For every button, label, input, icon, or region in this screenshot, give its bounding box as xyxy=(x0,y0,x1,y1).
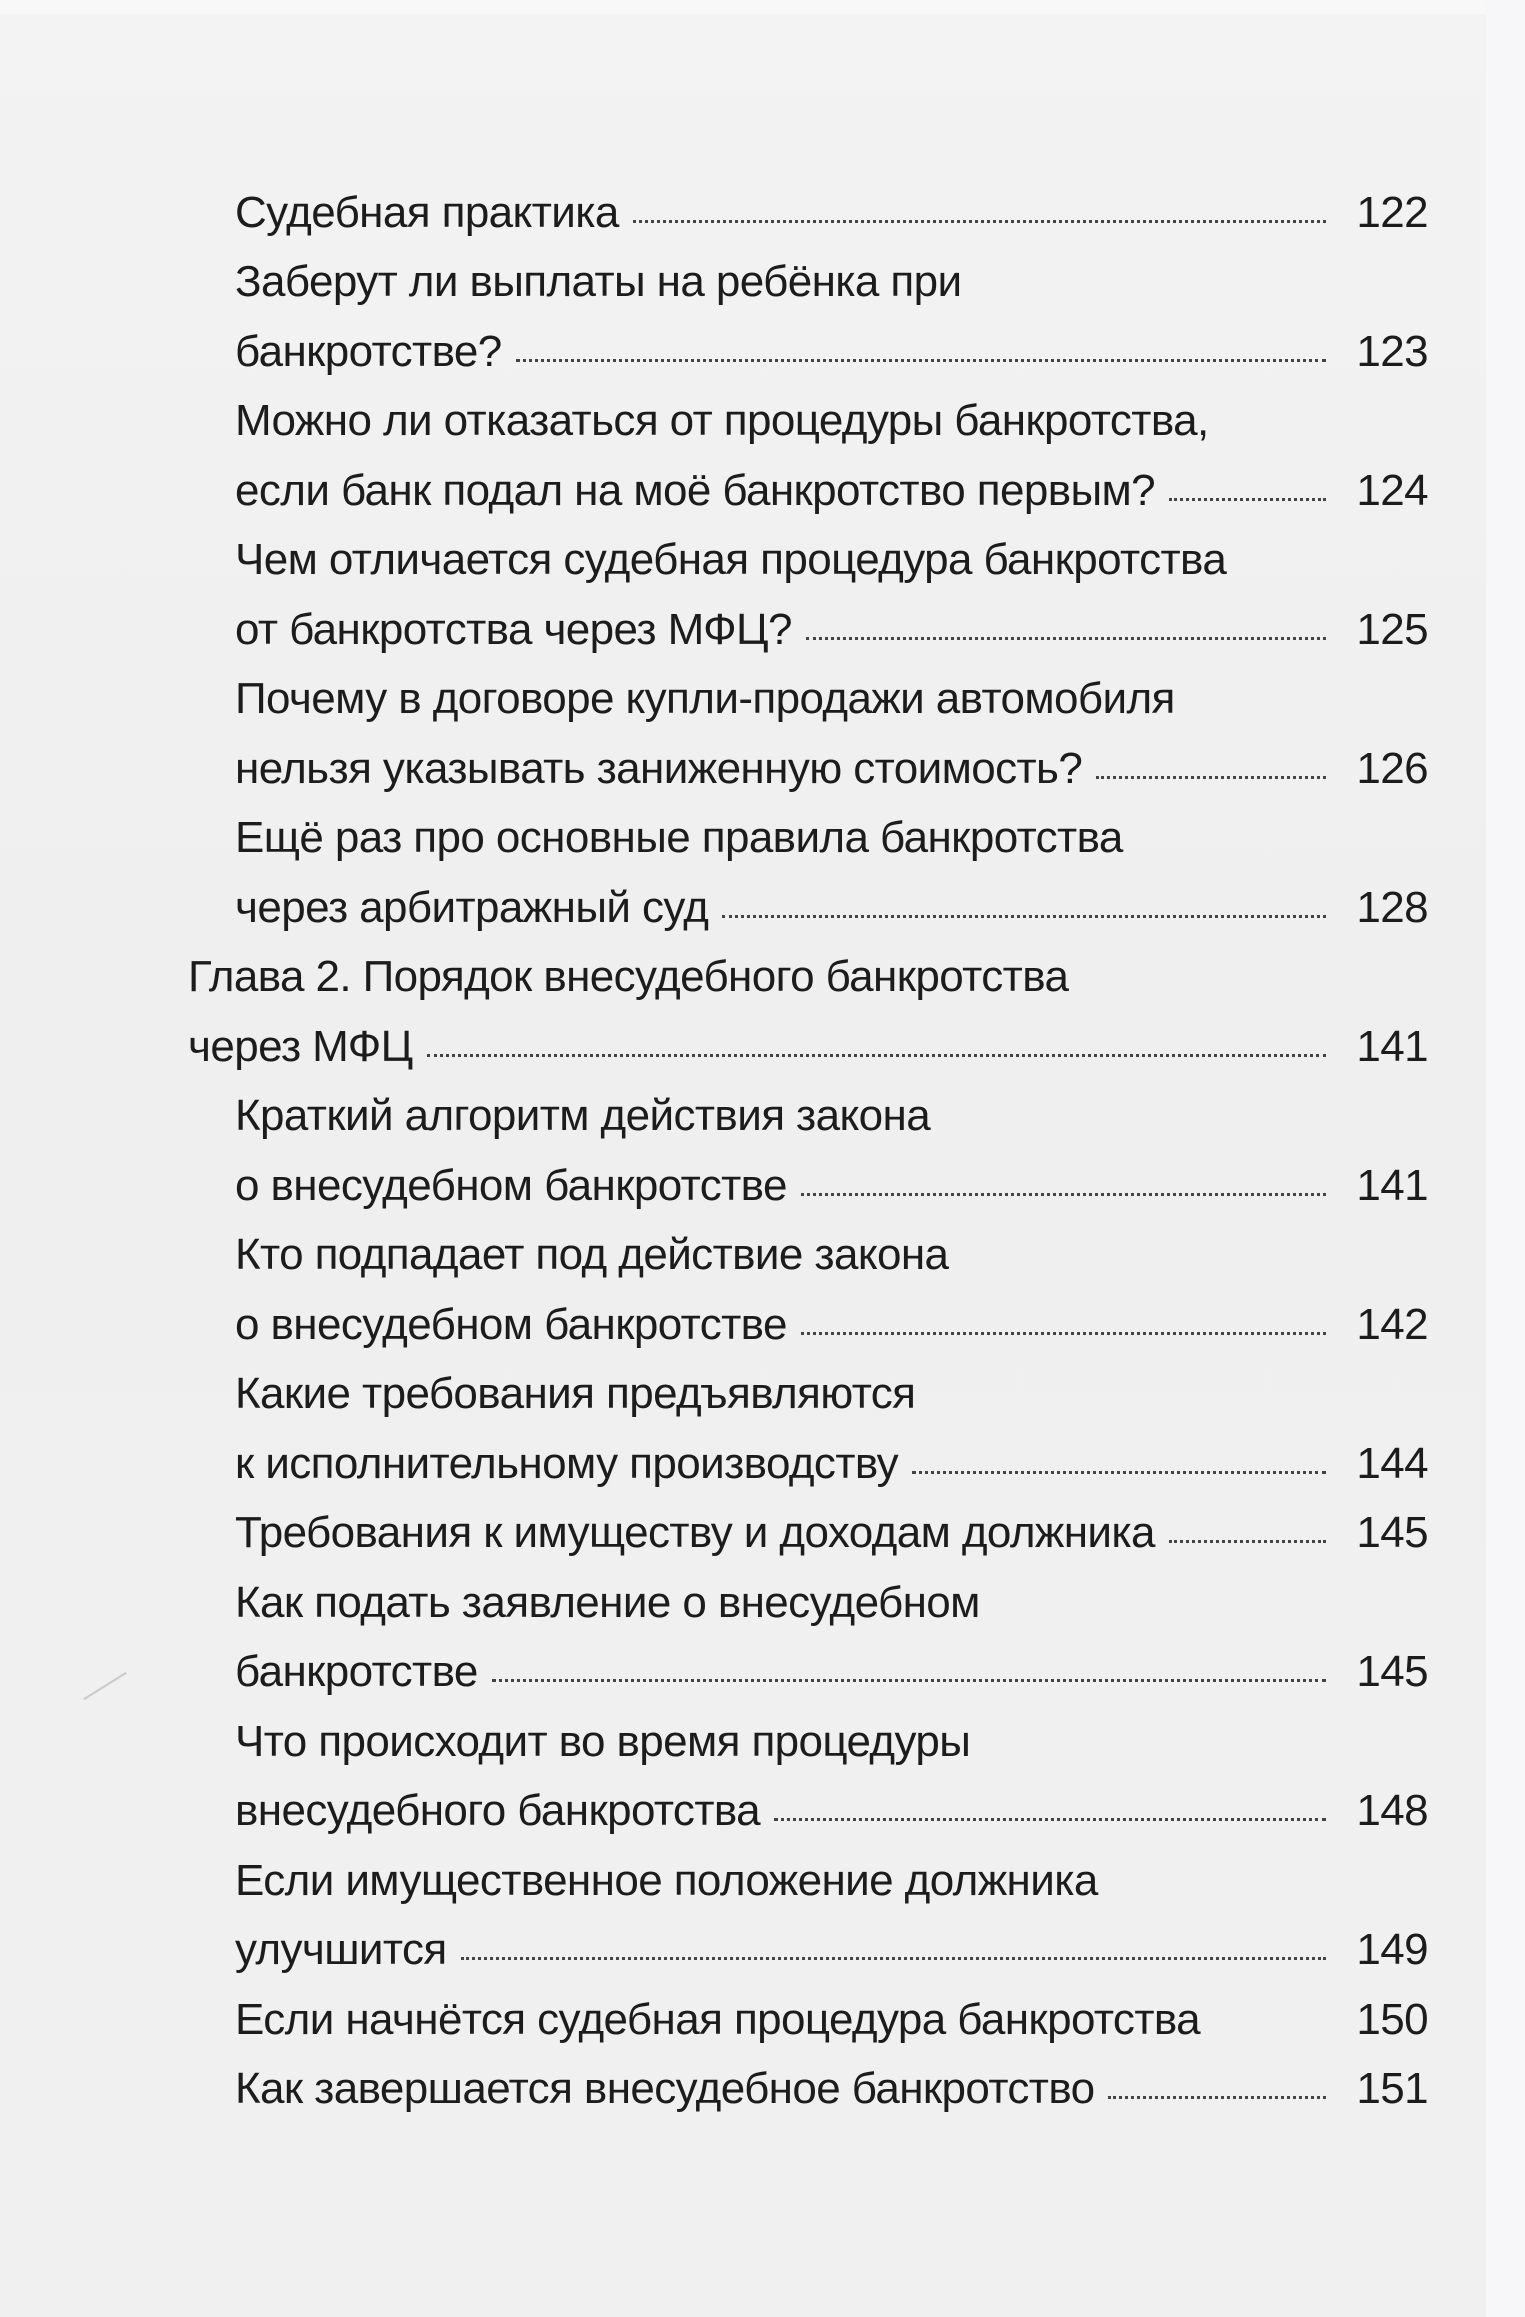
dot-leader xyxy=(633,220,1326,223)
toc-entry-line[interactable] xyxy=(235,1359,915,1428)
dot-leader xyxy=(774,1818,1326,1821)
toc-entry-title: Что происходит во время процедуры xyxy=(235,1717,971,1766)
toc-page-number: 144 xyxy=(1356,1439,1428,1488)
toc-entry[interactable] xyxy=(235,1915,1428,1984)
toc-chapter-title: через МФЦ xyxy=(188,1022,413,1071)
toc-entry-line[interactable] xyxy=(235,1846,1098,1915)
dot-leader xyxy=(801,1332,1326,1335)
toc-entry-title: о внесудебном банкротстве xyxy=(235,1161,787,1210)
toc-page-number: 145 xyxy=(1356,1647,1428,1696)
toc-chapter[interactable] xyxy=(188,1012,1428,1081)
toc-entry-title: внесудебного банкротства xyxy=(235,1786,761,1835)
toc-entry[interactable] xyxy=(235,1985,1428,2054)
toc-entry[interactable] xyxy=(235,1498,1428,1567)
toc-entry-title: Можно ли отказаться от процедуры банкротства, xyxy=(235,396,1209,445)
toc-page-number: 151 xyxy=(1356,2064,1428,2113)
toc-page-number: 125 xyxy=(1356,605,1428,654)
toc-entry[interactable] xyxy=(235,734,1428,803)
toc-entry[interactable] xyxy=(235,2054,1428,2123)
toc-entry-title: Судебная практика xyxy=(235,188,619,237)
toc-entry-title: о внесудебном банкротстве xyxy=(235,1300,787,1349)
toc-entry[interactable] xyxy=(235,1637,1428,1706)
toc-entry-title: Почему в договоре купли-продажи автомобиля xyxy=(235,674,1175,723)
toc-entry-title: Краткий алгоритм действия закона xyxy=(235,1091,931,1140)
dot-leader xyxy=(461,1957,1326,1960)
toc-page-number: 141 xyxy=(1356,1161,1428,1210)
dot-leader xyxy=(1169,498,1326,501)
toc-entry-title: нельзя указывать заниженную стоимость? xyxy=(235,744,1083,793)
toc-entry-line[interactable] xyxy=(235,247,961,316)
toc-entry-title: к исполнительному производству xyxy=(235,1439,899,1488)
toc-entry-title: Чем отличается судебная процедура банкротства xyxy=(235,535,1227,584)
toc-entry-title: банкротстве xyxy=(235,1647,478,1696)
toc-page-number: 122 xyxy=(1356,188,1428,237)
toc-entry[interactable] xyxy=(235,873,1428,942)
dot-leader xyxy=(722,915,1326,918)
toc-entry-title: Требования к имуществу и доходам должника xyxy=(235,1508,1155,1557)
toc-entry-title: Как подать заявление о внесудебном xyxy=(235,1578,980,1627)
dot-leader xyxy=(1169,1540,1326,1543)
toc-entry-title: Как завершается внесудебное банкротство xyxy=(235,2064,1095,2113)
dot-leader xyxy=(427,1054,1326,1057)
dot-leader xyxy=(516,359,1326,362)
toc-entry-title: Если имущественное положение должника xyxy=(235,1856,1098,1905)
toc-page-number: 150 xyxy=(1356,1995,1428,2044)
toc-entry-title: Кто подпадает под действие закона xyxy=(235,1230,949,1279)
toc-page-number: 126 xyxy=(1356,744,1428,793)
toc-entry-title: Если начнётся судебная процедура банкротства xyxy=(235,1995,1201,2044)
toc-entry-title: улучшится xyxy=(235,1925,447,1974)
toc-entry-line[interactable] xyxy=(235,803,1123,872)
toc-page-number: 142 xyxy=(1356,1300,1428,1349)
toc-page-number: 124 xyxy=(1356,466,1428,515)
toc-entry-title: банкротстве? xyxy=(235,327,502,376)
toc-chapter-line[interactable] xyxy=(188,942,1068,1011)
toc-entry[interactable] xyxy=(235,1290,1428,1359)
toc-page-number: 148 xyxy=(1356,1786,1428,1835)
dot-leader xyxy=(806,637,1326,640)
toc-entry-title: если банк подал на моё банкротство первым? xyxy=(235,466,1156,515)
toc-entry[interactable] xyxy=(235,1151,1428,1220)
toc-page-number: 141 xyxy=(1356,1022,1428,1071)
toc-entry[interactable] xyxy=(235,456,1428,525)
toc-chapter-title: Глава 2. Порядок внесудебного банкротства xyxy=(188,952,1069,1001)
page-right-edge xyxy=(1486,0,1525,2317)
toc-entry-line[interactable] xyxy=(235,386,1209,455)
toc-entry[interactable] xyxy=(235,178,1428,247)
dot-leader xyxy=(1096,776,1326,779)
dot-leader xyxy=(801,1193,1326,1196)
dot-leader xyxy=(912,1471,1326,1474)
toc-entry-title: через арбитражный суд xyxy=(235,883,709,932)
toc-entry-title: Ещё раз про основные правила банкротства xyxy=(235,813,1123,862)
toc-entry[interactable] xyxy=(235,595,1428,664)
toc-entry-title: Какие требования предъявляются xyxy=(235,1369,916,1418)
page-top-edge xyxy=(0,0,1486,14)
toc-entry-line[interactable] xyxy=(235,525,1226,594)
dot-leader xyxy=(1108,2096,1326,2099)
toc-page-number: 149 xyxy=(1356,1925,1428,1974)
toc-entry-line[interactable] xyxy=(235,1220,948,1289)
toc-page-number: 123 xyxy=(1356,327,1428,376)
toc-entry-line[interactable] xyxy=(235,664,1175,733)
toc-page-number: 145 xyxy=(1356,1508,1428,1557)
toc-entry[interactable] xyxy=(235,317,1428,386)
toc-entry-title: от банкротства через МФЦ? xyxy=(235,605,792,654)
toc-entry-line[interactable] xyxy=(235,1707,970,1776)
toc-entry[interactable] xyxy=(235,1429,1428,1498)
toc-entry-line[interactable] xyxy=(235,1081,930,1150)
toc-entry[interactable] xyxy=(235,1776,1428,1845)
toc-page-number: 128 xyxy=(1356,883,1428,932)
dot-leader xyxy=(492,1679,1326,1682)
toc-entry-line[interactable] xyxy=(235,1568,980,1637)
toc-entry-title: Заберут ли выплаты на ребёнка при xyxy=(235,257,962,306)
dot-leader xyxy=(1214,2027,1326,2030)
